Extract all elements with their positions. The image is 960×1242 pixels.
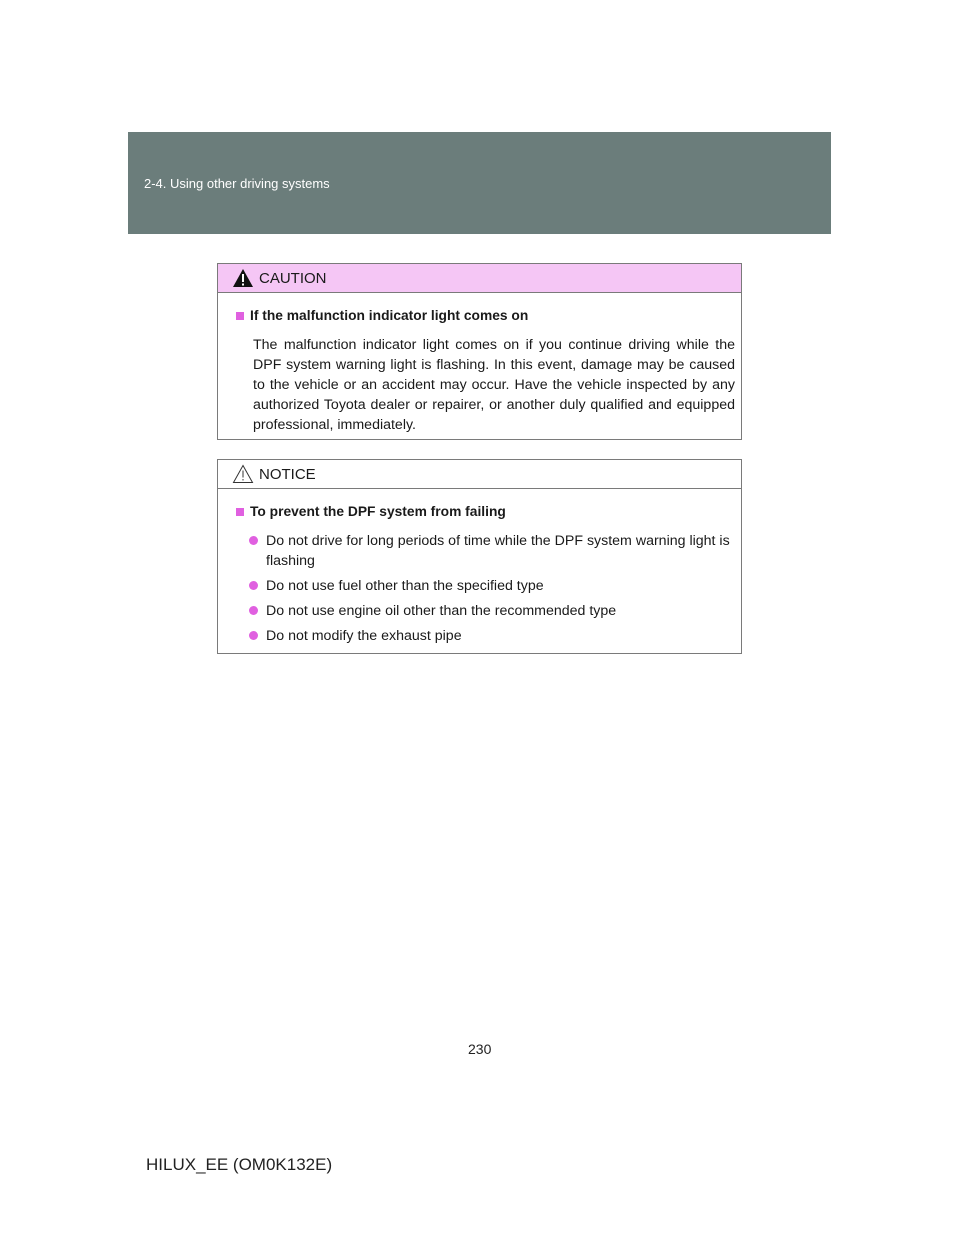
round-bullet-icon	[249, 581, 258, 590]
notice-header	[218, 460, 741, 489]
round-bullet-icon	[249, 606, 258, 615]
list-item	[249, 626, 735, 646]
caution-heading	[236, 306, 735, 326]
square-bullet-icon	[236, 508, 244, 516]
page-number: 230	[468, 1041, 492, 1057]
caution-body	[218, 293, 741, 435]
notice-box	[217, 459, 742, 654]
list-item-text: Do not use engine oil other than the recommended type	[266, 603, 617, 619]
list-item	[249, 601, 735, 621]
list-item	[249, 576, 735, 596]
list-item	[249, 531, 735, 571]
caution-box	[217, 263, 742, 440]
warning-triangle-outline-icon	[232, 464, 254, 484]
list-item-text: Do not modify the exhaust pipe	[266, 628, 462, 644]
caution-header	[218, 264, 741, 293]
notice-list	[236, 531, 735, 646]
round-bullet-icon	[249, 631, 258, 640]
notice-heading	[236, 502, 735, 522]
list-item-text: Do not use fuel other than the specified type	[266, 578, 544, 594]
caution-label: CAUTION	[259, 270, 327, 287]
notice-label: NOTICE	[259, 466, 316, 483]
warning-triangle-filled-icon	[232, 268, 254, 288]
list-item-text: Do not drive for long periods of time while the DPF system warning light is flashing	[266, 533, 730, 569]
section-title: 2-4. Using other driving systems	[144, 176, 330, 191]
caution-text: The malfunction indicator light comes on if you continue driving while the DPF system warning light is flashing. In this event, damage may be caused to the vehicle or an accident may occur. Have the vehicle inspected by any authorized Toyota dealer or repairer, or another duly qualified and equipped professional, immediately.	[253, 337, 735, 433]
document-id: HILUX_EE (OM0K132E)	[146, 1155, 333, 1174]
round-bullet-icon	[249, 536, 258, 545]
square-bullet-icon	[236, 312, 244, 320]
caution-heading-text: If the malfunction indicator light comes on	[250, 308, 529, 323]
notice-body	[218, 489, 741, 646]
notice-heading-text: To prevent the DPF system from failing	[250, 504, 506, 519]
